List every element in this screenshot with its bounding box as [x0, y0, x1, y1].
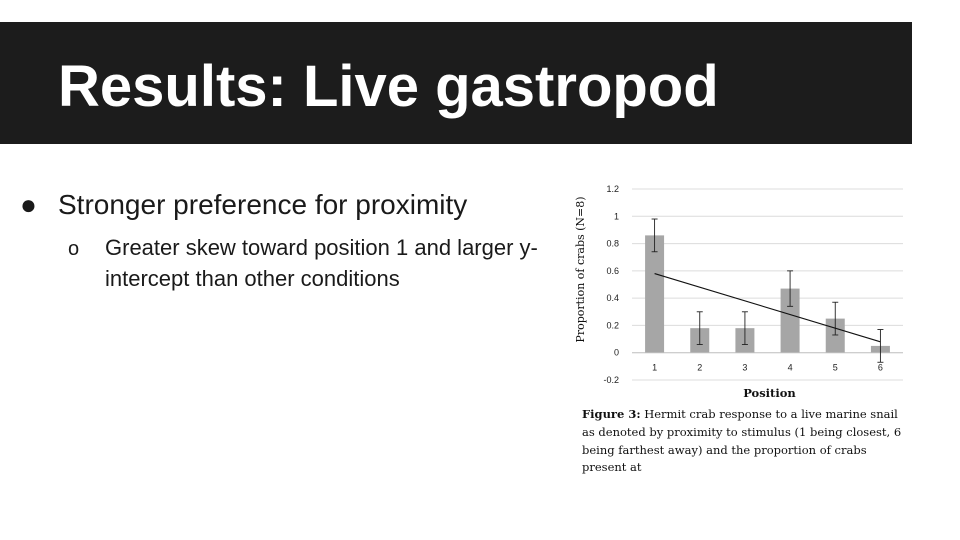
- caption-label: Figure 3:: [582, 407, 641, 421]
- y-tick-label: -0.2: [603, 375, 619, 385]
- x-tick-label: 4: [787, 362, 793, 373]
- x-tick-label: 6: [877, 362, 883, 373]
- sub-bullet-item: [68, 233, 538, 295]
- bar-chart: [568, 172, 908, 404]
- trendline: [655, 274, 881, 342]
- sub-bullet-text: Greater skew toward position 1 and larger y-intercept than other conditions: [105, 235, 538, 291]
- x-tick-label: 3: [742, 362, 748, 373]
- sub-bullet-icon: o: [68, 238, 80, 260]
- x-tick-label: 2: [697, 362, 703, 373]
- caption-text: Hermit crab response to a live marine snail as denoted by proximity to stimulus (1 being closest, 6 being farthest away) and the proportion of crabs present at: [582, 407, 902, 475]
- x-axis-title: Position: [743, 386, 796, 400]
- slide-title: Results: Live gastropod: [58, 54, 719, 119]
- y-tick-label: 0.4: [606, 293, 619, 304]
- x-tick-label: 5: [832, 362, 838, 373]
- figure-caption: [582, 406, 902, 477]
- bar: [645, 235, 664, 352]
- y-axis-title: Proportion of crabs (N=8): [574, 196, 587, 343]
- x-tick-label: 1: [652, 362, 658, 373]
- bullet-icon: ●: [20, 189, 37, 220]
- y-tick-label: 0: [613, 347, 619, 358]
- y-tick-label: 1.2: [606, 184, 619, 194]
- y-tick-label: 0.6: [606, 265, 619, 276]
- y-tick-label: 1: [613, 211, 619, 222]
- y-tick-label: 0.2: [606, 320, 619, 331]
- y-tick-label: 0.8: [606, 238, 619, 249]
- bullet-item: [20, 188, 467, 222]
- bullet-text: Stronger preference for proximity: [58, 189, 468, 220]
